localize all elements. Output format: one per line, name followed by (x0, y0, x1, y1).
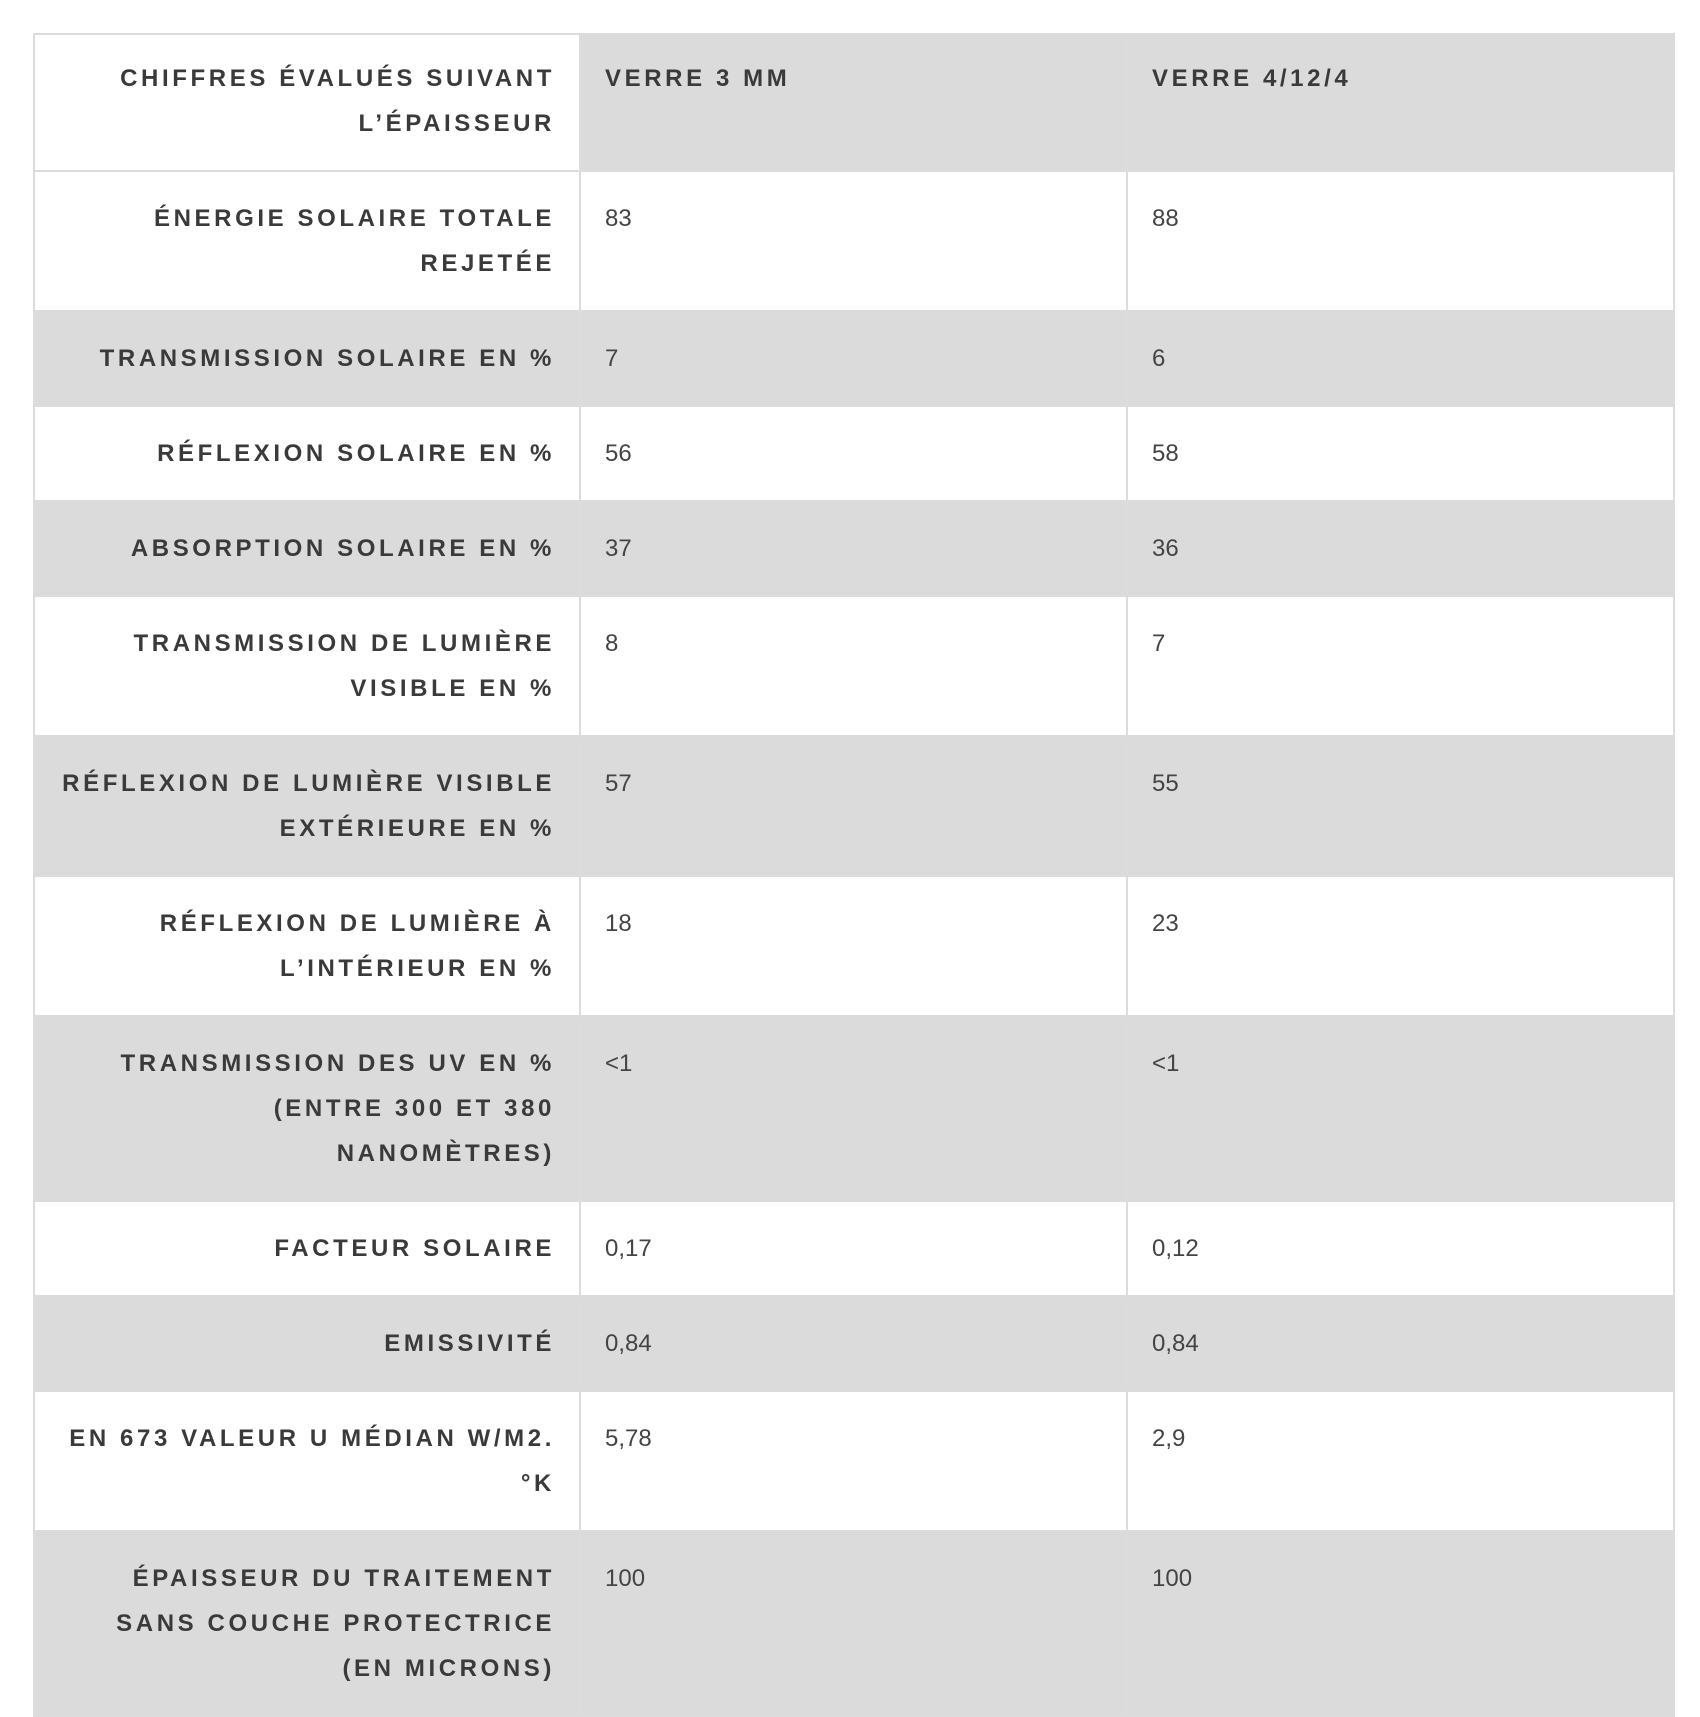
row-value-verre-3mm: 37 (580, 501, 1127, 596)
row-value-verre-4-12-4: 0,12 (1127, 1201, 1674, 1296)
row-label: TRANSMISSION DES UV EN % (ENTRE 300 ET 380 NANOMÈTRES) (34, 1016, 580, 1201)
row-value-verre-4-12-4: 100 (1127, 1531, 1674, 1716)
row-value-verre-4-12-4: 23 (1127, 876, 1674, 1016)
row-value-verre-3mm: 83 (580, 171, 1127, 311)
row-value-verre-3mm: 5,78 (580, 1391, 1127, 1531)
row-label: ABSORPTION SOLAIRE EN % (34, 501, 580, 596)
row-value-verre-3mm: 0,84 (580, 1296, 1127, 1391)
row-label: ÉPAISSEUR DU TRAITEMENT SANS COUCHE PROTECTRICE (EN MICRONS) (34, 1531, 580, 1716)
row-label: RÉFLEXION DE LUMIÈRE VISIBLE EXTÉRIEURE EN % (34, 736, 580, 876)
row-value-verre-3mm: 8 (580, 596, 1127, 736)
table-row (34, 171, 1674, 311)
row-value-verre-4-12-4: 6 (1127, 311, 1674, 406)
table-row (34, 406, 1674, 501)
row-label: TRANSMISSION SOLAIRE EN % (34, 311, 580, 406)
header-verre-3mm: VERRE 3 MM (580, 34, 1127, 171)
row-value-verre-3mm: 100 (580, 1531, 1127, 1716)
row-label: EN 673 VALEUR U MÉDIAN W/M2.°K (34, 1391, 580, 1531)
row-value-verre-4-12-4: 0,84 (1127, 1296, 1674, 1391)
table-header-row (34, 34, 1674, 171)
table-row (34, 1531, 1674, 1716)
header-verre-4-12-4: VERRE 4/12/4 (1127, 34, 1674, 171)
row-value-verre-3mm: 7 (580, 311, 1127, 406)
table-row (34, 1391, 1674, 1531)
table-row (34, 736, 1674, 876)
row-label: TRANSMISSION DE LUMIÈRE VISIBLE EN % (34, 596, 580, 736)
row-value-verre-4-12-4: 88 (1127, 171, 1674, 311)
row-value-verre-4-12-4: 58 (1127, 406, 1674, 501)
row-value-verre-3mm: <1 (580, 1016, 1127, 1201)
row-value-verre-4-12-4: 2,9 (1127, 1391, 1674, 1531)
row-value-verre-3mm: 0,17 (580, 1201, 1127, 1296)
row-label: RÉFLEXION DE LUMIÈRE À L’INTÉRIEUR EN % (34, 876, 580, 1016)
table-row (34, 876, 1674, 1016)
row-value-verre-4-12-4: <1 (1127, 1016, 1674, 1201)
row-value-verre-3mm: 18 (580, 876, 1127, 1016)
glass-specs-table (33, 33, 1675, 1717)
row-label: FACTEUR SOLAIRE (34, 1201, 580, 1296)
row-value-verre-4-12-4: 7 (1127, 596, 1674, 736)
table-row (34, 1296, 1674, 1391)
table-row (34, 1201, 1674, 1296)
row-value-verre-4-12-4: 55 (1127, 736, 1674, 876)
row-value-verre-3mm: 57 (580, 736, 1127, 876)
table-row (34, 596, 1674, 736)
row-label: RÉFLEXION SOLAIRE EN % (34, 406, 580, 501)
table-row (34, 311, 1674, 406)
table-row (34, 501, 1674, 596)
row-value-verre-4-12-4: 36 (1127, 501, 1674, 596)
header-label: CHIFFRES ÉVALUÉS SUIVANT L’ÉPAISSEUR (34, 34, 580, 171)
table-row (34, 1016, 1674, 1201)
row-value-verre-3mm: 56 (580, 406, 1127, 501)
row-label: EMISSIVITÉ (34, 1296, 580, 1391)
row-label: ÉNERGIE SOLAIRE TOTALE REJETÉE (34, 171, 580, 311)
